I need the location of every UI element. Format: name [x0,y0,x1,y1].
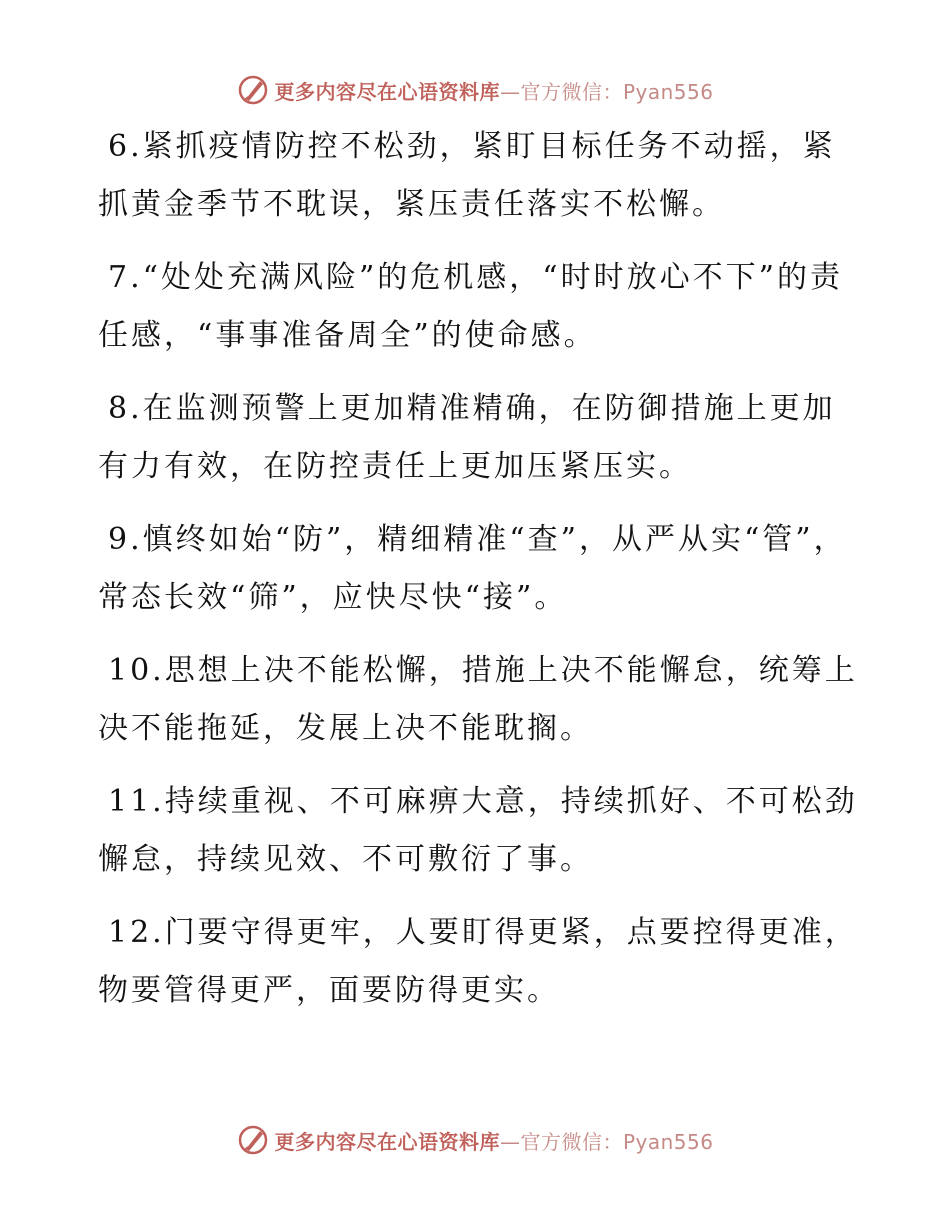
quill-logo-icon [236,73,270,107]
footer-watermark [0,1120,950,1160]
paragraph-9: 9.慎终如始“防”，精细精准“查”，从严从实“管”，常态长效“筛”，应快尽快“接”。 [98,522,847,615]
header-watermark-text [274,76,713,105]
header-separator: — [499,79,521,104]
footer-site-name: 更多内容尽在心语资料库 [274,1129,500,1154]
header-contact: 官方微信：Pyan556 [520,79,714,104]
paragraph-7: 7.“处处充满风险”的危机感，“时时放心不下”的责任感，“事事准备周全”的使命感。 [98,260,843,353]
paragraph-6: 6.紧抓疫情防控不松劲，紧盯目标任务不动摇，紧抓黄金季节不耽误，紧压责任落实不松懈。 [98,129,836,222]
header-site-name: 更多内容尽在心语资料库 [274,79,500,104]
header-watermark [0,70,950,110]
footer-watermark-text [274,1126,713,1155]
quill-logo-icon [236,1123,270,1157]
paragraph-10: 10.思想上决不能松懈，措施上决不能懈怠，统筹上决不能拖延，发展上决不能耽搁。 [98,653,858,746]
paragraph-11: 11.持续重视、不可麻痹大意，持续抓好、不可松劲懈怠，持续见效、不可敷衍了事。 [98,784,858,877]
footer-contact: 官方微信：Pyan556 [520,1129,714,1154]
document-body [98,118,858,1035]
footer-separator: — [499,1129,521,1154]
paragraph-8: 8.在监测预警上更加精准精确，在防御措施上更加有力有效，在防控责任上更加压紧压实。 [98,391,836,484]
paragraph-12: 12.门要守得更牢，人要盯得更紧，点要控得更准，物要管得更严，面要防得更实。 [98,915,858,1008]
